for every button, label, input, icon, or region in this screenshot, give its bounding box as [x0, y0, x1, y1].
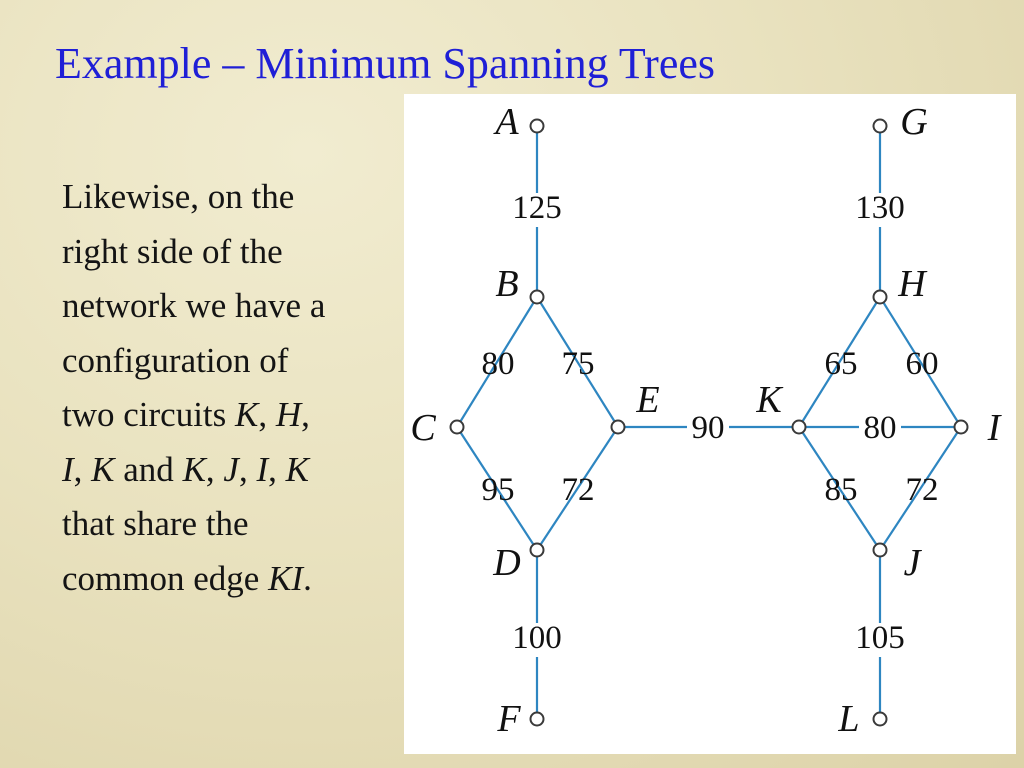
vertex-label-g: G: [900, 101, 928, 143]
vertex-label-d: D: [493, 542, 521, 584]
vertex-h: [874, 291, 887, 304]
vertex-d: [531, 544, 544, 557]
vertex-label-k: K: [756, 379, 782, 421]
slide-title: Example – Minimum Spanning Trees: [55, 39, 715, 88]
svg-text:72: 72: [561, 472, 595, 508]
svg-text:100: 100: [512, 620, 562, 656]
vertex-e: [612, 421, 625, 434]
svg-text:130: 130: [855, 190, 905, 226]
vertex-label-i: I: [987, 407, 1001, 449]
edge-weight-i-j: [906, 472, 939, 508]
svg-text:72: 72: [905, 472, 939, 508]
edge-weight-b-c: [482, 346, 515, 382]
edge-weight-a-b: [508, 190, 567, 227]
vertex-label-f: F: [497, 698, 521, 740]
vertex-label-e: E: [636, 379, 660, 421]
vertex-b: [531, 291, 544, 304]
vertex-a: [531, 120, 544, 133]
vertex-label-h: H: [898, 263, 926, 305]
vertex-label-b: B: [495, 263, 519, 305]
edge-weight-k-j: [825, 472, 858, 508]
body-line-4: configuration of: [62, 340, 289, 380]
network-diagram: [404, 94, 1016, 754]
body-line-7: that share the: [62, 504, 249, 543]
vertex-label-c: C: [410, 407, 436, 449]
vertex-g: [874, 120, 887, 133]
svg-text:125: 125: [512, 190, 562, 226]
edge-weight-e-d: [562, 472, 595, 508]
body-line-2: right side of the: [62, 231, 283, 271]
svg-text:90: 90: [691, 410, 725, 446]
edge-weight-h-k: [825, 346, 858, 382]
vertex-i: [955, 421, 968, 434]
vertex-label-a: A: [495, 101, 519, 143]
edge-weight-k-i: [859, 410, 901, 447]
vertex-k: [793, 421, 806, 434]
body-text: [62, 170, 402, 606]
body-line-3: network we have a: [62, 286, 326, 325]
vertex-f: [531, 713, 544, 726]
edge-weight-j-l: [851, 620, 910, 657]
svg-text:95: 95: [481, 472, 515, 508]
body-line-5: two circuits K, H,: [62, 395, 310, 434]
edge-weight-e-k: [687, 410, 729, 447]
body-line-8: common edge KI.: [62, 558, 312, 598]
vertex-l: [874, 713, 887, 726]
edge-weight-b-e: [562, 346, 595, 382]
vertex-j: [874, 544, 887, 557]
vertex-label-j: J: [903, 542, 921, 584]
body-line-1: Likewise, on the: [62, 177, 295, 216]
vertex-c: [451, 421, 464, 434]
body-line-6: I, K and K, J, I, K: [62, 449, 309, 489]
edge-weight-c-d: [482, 472, 515, 508]
svg-text:105: 105: [855, 620, 905, 656]
svg-text:85: 85: [824, 472, 858, 508]
edge-weight-d-f: [508, 620, 567, 657]
svg-text:60: 60: [905, 346, 939, 382]
svg-text:75: 75: [561, 346, 595, 382]
network-graph: [404, 94, 1016, 754]
edge-weight-h-i: [906, 346, 939, 382]
edge-weight-g-h: [851, 190, 910, 227]
svg-text:80: 80: [863, 410, 897, 446]
svg-text:65: 65: [824, 346, 858, 382]
vertex-label-l: L: [838, 698, 860, 740]
svg-text:80: 80: [481, 346, 515, 382]
